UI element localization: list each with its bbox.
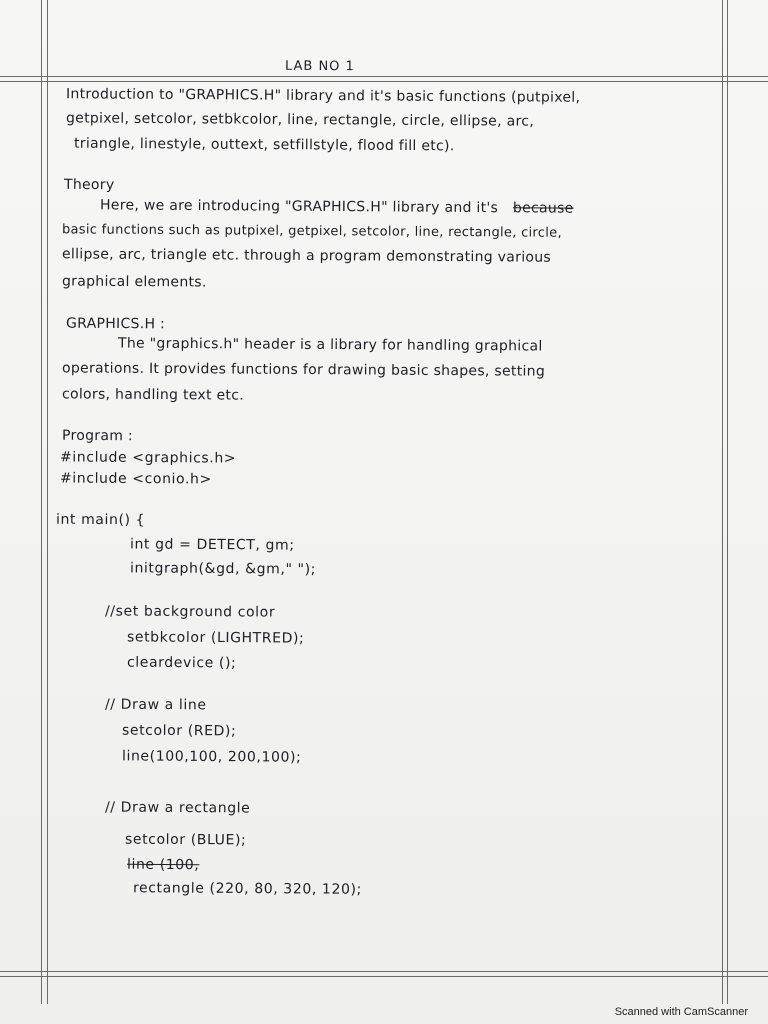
code-line: rectangle (220, 80, 320, 120); [132,880,362,898]
scanner-watermark: Scanned with CamScanner [614,1006,748,1018]
right-margin-line-1 [722,0,723,1004]
intro-line: getpixel, setcolor, setbkcolor, line, rectangle, circle, ellipse, arc, [65,110,535,130]
code-line: int main() { [55,511,146,529]
intro-line: Introduction to "GRAPHICS.H" library and it's basic functions (putpixel, [65,86,581,106]
theory-line: graphical elements. [61,273,207,291]
intro-line: triangle, linestyle, outtext, setfillstyle, flood fill etc). [73,135,455,155]
top-rule-2 [0,81,768,82]
left-margin-line-1 [41,0,42,1004]
left-margin-line-2 [47,0,48,1004]
code-line: setcolor (RED); [121,722,237,740]
graphics-h-line: The "graphics.h" header is a library for handling graphical [117,335,543,355]
code-line: initgraph(&gd, &gm," "); [129,560,317,578]
code-line: int gd = DETECT, gm; [129,536,295,554]
theory-line-text: Here, we are introducing "GRAPHICS.H" library and it's [99,197,499,217]
include-line: #include <conio.h> [59,470,212,488]
program-heading: Program : [61,427,133,445]
theory-line: ellipse, arc, triangle etc. through a program demonstrating various [61,246,552,266]
code-line: line(100,100, 200,100); [121,748,302,766]
bottom-rule-2 [0,976,768,977]
graphics-h-heading: GRAPHICS.H : [65,315,166,333]
struck-word: because [512,200,574,217]
code-line: setcolor (BLUE); [124,831,247,849]
graphics-h-line: colors, handling text etc. [61,386,245,404]
graphics-h-line: operations. It provides functions for drawing basic shapes, setting [61,360,546,380]
code-comment: // Draw a rectangle [104,799,251,817]
theory-line [100,197,574,216]
page-title: LAB NO 1 [284,58,355,75]
code-comment: //set background color [104,603,276,621]
code-line: cleardevice (); [126,654,237,672]
code-comment: // Draw a line [104,696,207,714]
code-line: setbkcolor (LIGHTRED); [126,629,305,647]
bottom-rule-1 [0,971,768,972]
theory-line: basic functions such as putpixel, getpixel, setcolor, line, rectangle, circle, [61,222,562,241]
struck-code-line: line (100, [126,856,200,874]
theory-heading: Theory [63,176,115,194]
top-rule-1 [0,76,768,77]
right-margin-line-2 [727,0,728,1004]
include-line: #include <graphics.h> [59,449,237,467]
